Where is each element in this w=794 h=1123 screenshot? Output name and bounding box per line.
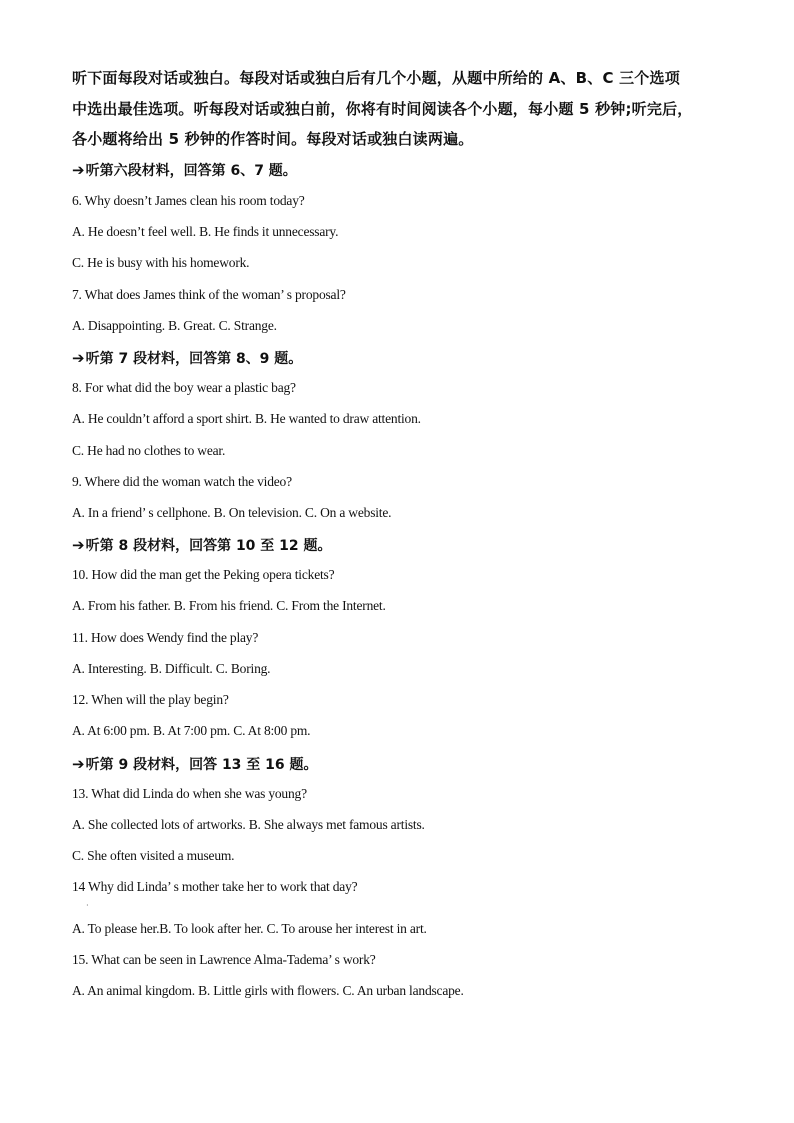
instruction-line: 听下面每段对话或独白。每段对话或独白后有几个小题，从题中所给的 A、B、C 三个选项 [72, 69, 680, 87]
section-heading-8 [72, 535, 332, 555]
arrow-icon: ➔ [72, 161, 85, 179]
question-10: 10. How did the man get the Peking opera tickets? [72, 567, 335, 582]
arrow-icon: ➔ [72, 349, 85, 367]
question-9: 9. Where did the woman watch the video? [72, 474, 292, 489]
section-heading-text: 听第六段材料，回答第 6、7 题。 [85, 163, 297, 179]
question-12: 12. When will the play begin? [72, 692, 229, 707]
question-14: 14 Why did Linda’ s mother take her to work that day? [72, 879, 358, 894]
section-heading-text: 听第 9 段材料，回答 13 至 16 题。 [85, 757, 318, 773]
options-13-c: C. She often visited a museum. [72, 848, 235, 863]
options-15: A. An animal kingdom. B. Little girls with flowers. C. An urban landscape. [72, 983, 464, 998]
instruction-line: 中选出最佳选项。听每段对话或独白前，你将有时间阅读各个小题，每小题 5 秒钟;听完后， [72, 99, 693, 118]
options-12: A. At 6:00 pm. B. At 7:00 pm. C. At 8:00 pm. [72, 723, 311, 738]
section-heading-6 [72, 160, 297, 180]
options-8-c: C. He had no clothes to wear. [72, 443, 226, 458]
question-7: 7. What does James think of the woman’ s proposal? [72, 287, 346, 302]
instruction-line: 各小题将给出 5 秒钟的作答时间。每段对话或独白读两遍。 [72, 130, 474, 148]
stray-mark: · [86, 901, 89, 910]
question-13: 13. What did Linda do when she was young? [72, 786, 307, 801]
arrow-icon: ➔ [72, 536, 85, 554]
question-6: 6. Why doesn’t James clean his room today? [72, 193, 305, 208]
options-11: A. Interesting. B. Difficult. C. Boring. [72, 661, 271, 676]
section-heading-9 [72, 754, 318, 774]
options-14: A. To please her.B. To look after her. C. To arouse her interest in art. [72, 921, 427, 936]
question-8: 8. For what did the boy wear a plastic bag? [72, 380, 296, 395]
options-8: A. He couldn’t afford a sport shirt. B. He wanted to draw attention. [72, 411, 421, 426]
options-9: A. In a friend’ s cellphone. B. On television. C. On a website. [72, 505, 392, 520]
section-heading-text: 听第 7 段材料，回答第 8、9 题。 [85, 351, 303, 367]
question-15: 15. What can be seen in Lawrence Alma-Tadema’ s work? [72, 952, 376, 967]
options-6-c: C. He is busy with his homework. [72, 255, 250, 270]
options-6: A. He doesn’t feel well. B. He finds it unnecessary. [72, 224, 339, 239]
question-11: 11. How does Wendy find the play? [72, 630, 259, 645]
section-heading-text: 听第 8 段材料，回答第 10 至 12 题。 [85, 538, 332, 554]
options-13: A. She collected lots of artworks. B. She always met famous artists. [72, 817, 425, 832]
section-heading-7 [72, 348, 302, 368]
arrow-icon: ➔ [72, 755, 85, 773]
instructions [72, 63, 732, 155]
options-10: A. From his father. B. From his friend. C. From the Internet. [72, 598, 386, 613]
options-7: A. Disappointing. B. Great. C. Strange. [72, 318, 277, 333]
